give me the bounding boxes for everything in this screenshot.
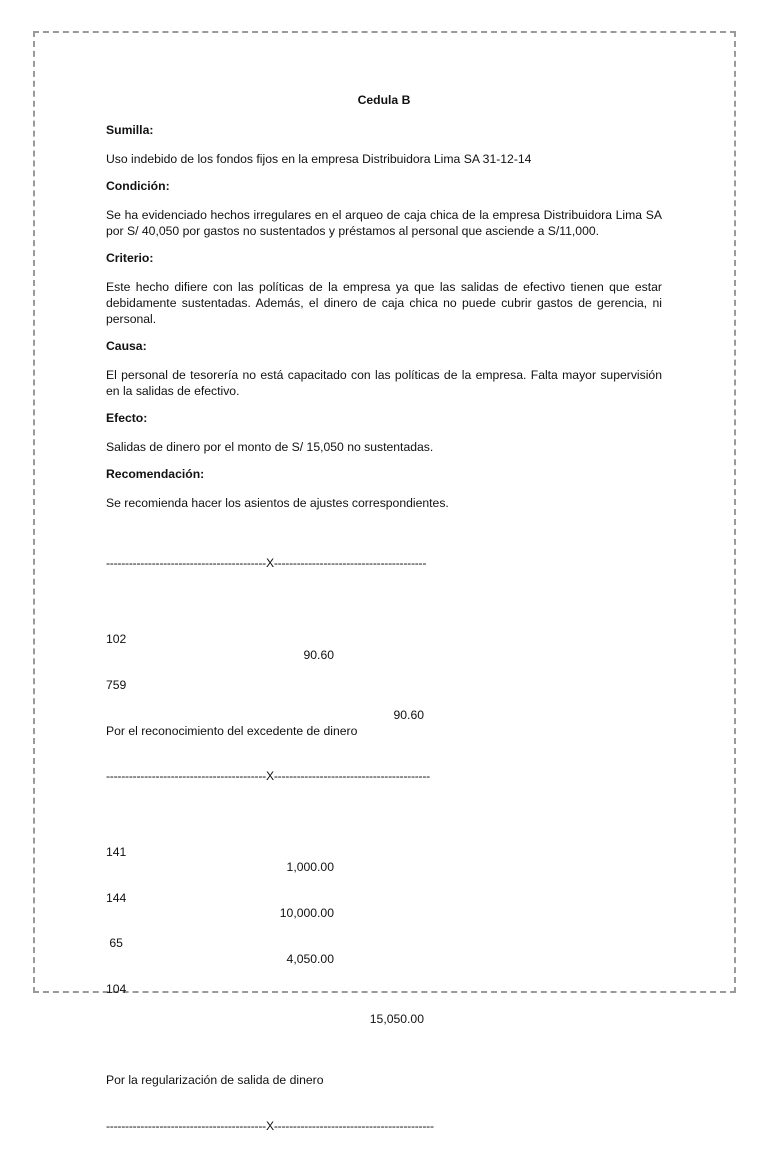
entry-description: Por la regularización de salida de dinero [106,1073,324,1088]
account-number: 65 [106,936,123,951]
separator-line: ------------------------------------------X------------------------------------------ [106,1118,434,1133]
entry-description: Por el reconocimiento del excedente de dinero [106,723,358,738]
ledger-row [106,876,662,920]
text-sumilla: Uso indebido de los fondos fijos en la empresa Distribuidora Lima SA 31-12-14 [106,152,532,166]
ledger-row [106,663,662,723]
document-title: Cedula B [357,93,411,107]
ledger-row [106,921,662,966]
ledger-row [106,617,662,662]
debit-amount: 4,050.00 [286,951,334,966]
debit-amount: 90.60 [303,647,334,662]
text-criterio: Este hecho difiere con las políticas de la empresa ya que las salidas de efectivo tienen que estar debidamente sustentadas. Además, el dinero de caja chica no puede cubrir gastos de gerencia, ni personal. [106,280,662,326]
account-number: 759 [106,678,127,692]
ledger-row [106,830,662,875]
account-number: 144 [106,890,127,905]
ledger-row [106,967,662,1027]
credit-amount: 90.60 [393,708,424,723]
heading-recomendacion: Recomendación: [106,467,205,481]
text-recomendacion: Se recomienda hacer los asientos de ajustes correspondientes. [106,496,449,510]
text-efecto: Salidas de dinero por el monto de S/ 15,050 no sustentadas. [106,440,434,454]
account-number: 141 [106,845,127,860]
separator-line: ------------------------------------------X----------------------------------------- [106,769,430,784]
document-body [106,92,662,1164]
heading-causa: Causa: [106,339,147,353]
account-number: 104 [106,981,127,996]
heading-criterio: Criterio: [106,251,154,265]
heading-efecto: Efecto: [106,411,148,425]
debit-amount: 1,000.00 [286,860,334,875]
text-causa: El personal de tesorería no está capacitado con las políticas de la empresa. Falta mayor supervisión en la salidas de efectivo. [106,368,662,398]
credit-amount: 15,050.00 [369,1012,424,1027]
heading-condicion: Condición: [106,179,170,193]
journal-entries [106,526,662,1164]
debit-amount: 10,000.00 [279,905,334,920]
heading-sumilla: Sumilla: [106,123,154,137]
text-condicion: Se ha evidenciado hechos irregulares en el arqueo de caja chica de la empresa Distribuidora Lima SA por S/ 40,050 por gastos no sustentados y préstamos al personal que asciende a S/11,000. [106,208,662,238]
account-number: 102 [106,632,127,647]
separator-line: ------------------------------------------X---------------------------------------- [106,556,427,571]
